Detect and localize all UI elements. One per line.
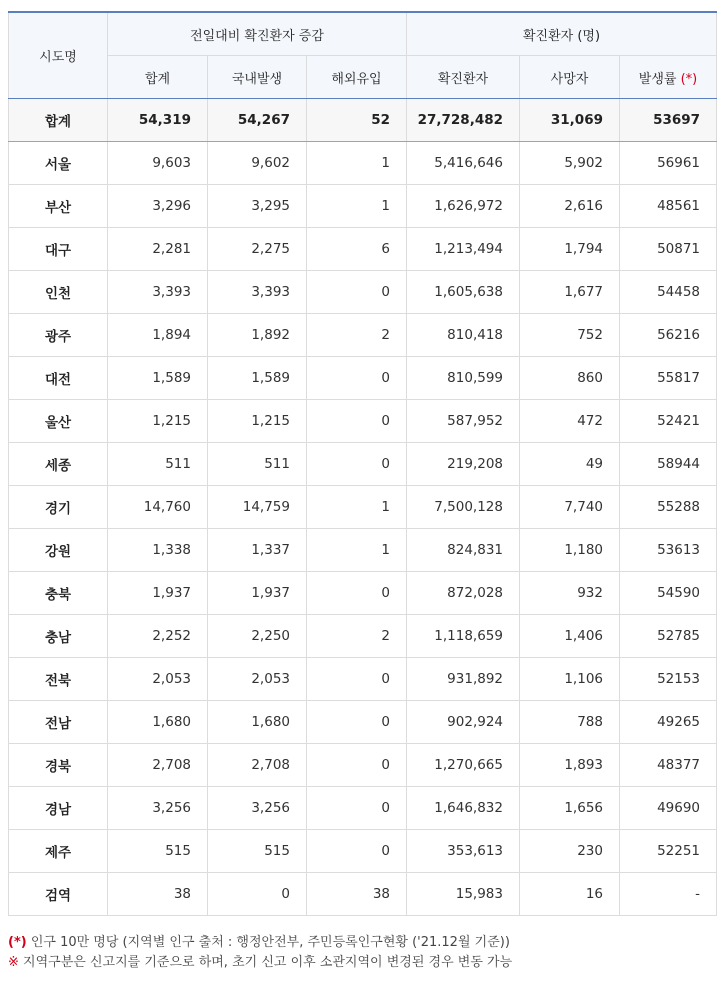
cell-region: 대전: [9, 357, 108, 400]
cell-total: 3,296: [108, 185, 208, 228]
cell-total: 3,256: [108, 787, 208, 830]
cell-incidence: 55288: [620, 486, 717, 529]
cell-region: 검역: [9, 873, 108, 916]
cell-confirmed: 27,728,482: [407, 99, 520, 142]
cell-overseas: 0: [307, 400, 407, 443]
header-region: 시도명: [9, 12, 108, 99]
cell-deaths: 1,656: [520, 787, 620, 830]
cell-incidence: 58944: [620, 443, 717, 486]
cell-deaths: 752: [520, 314, 620, 357]
cell-overseas: 6: [307, 228, 407, 271]
cell-total: 9,603: [108, 142, 208, 185]
cell-incidence: 48561: [620, 185, 717, 228]
regional-stats-table: [8, 11, 717, 916]
cell-domestic: 9,602: [208, 142, 307, 185]
cell-total: 1,680: [108, 701, 208, 744]
table-row: [9, 185, 717, 228]
header-incidence: [620, 56, 717, 99]
cell-confirmed: 810,418: [407, 314, 520, 357]
cell-overseas: 0: [307, 787, 407, 830]
cell-region: 합계: [9, 99, 108, 142]
cell-domestic: 54,267: [208, 99, 307, 142]
header-group-change: 전일대비 확진환자 증감: [108, 12, 407, 56]
cell-total: 2,053: [108, 658, 208, 701]
cell-region: 전북: [9, 658, 108, 701]
cell-total: 54,319: [108, 99, 208, 142]
cell-confirmed: 1,118,659: [407, 615, 520, 658]
table-row: [9, 873, 717, 916]
cell-incidence: 56216: [620, 314, 717, 357]
cell-deaths: 7,740: [520, 486, 620, 529]
cell-incidence: 50871: [620, 228, 717, 271]
cell-incidence: 49690: [620, 787, 717, 830]
header-deaths: 사망자: [520, 56, 620, 99]
cell-confirmed: 824,831: [407, 529, 520, 572]
cell-domestic: 1,215: [208, 400, 307, 443]
cell-confirmed: 5,416,646: [407, 142, 520, 185]
header-group-confirmed: 확진환자 (명): [407, 12, 717, 56]
cell-incidence: 52153: [620, 658, 717, 701]
cell-confirmed: 587,952: [407, 400, 520, 443]
footnotes: [8, 933, 512, 973]
table-row: [9, 787, 717, 830]
cell-region: 세종: [9, 443, 108, 486]
cell-confirmed: 1,646,832: [407, 787, 520, 830]
cell-confirmed: 1,213,494: [407, 228, 520, 271]
cell-deaths: 1,406: [520, 615, 620, 658]
header-incidence-label: 발생률: [638, 71, 677, 87]
cell-total: 38: [108, 873, 208, 916]
footnote-region-text: 지역구분은 신고지를 기준으로 하며, 초기 신고 이후 소관지역이 변경된 경우 변동 가능: [18, 955, 513, 970]
cell-region: 광주: [9, 314, 108, 357]
table-row: [9, 744, 717, 787]
cell-domestic: 3,393: [208, 271, 307, 314]
cell-total: 1,937: [108, 572, 208, 615]
cell-overseas: 0: [307, 701, 407, 744]
cell-confirmed: 1,605,638: [407, 271, 520, 314]
header-overseas: 해외유입: [307, 56, 407, 99]
cell-incidence: 49265: [620, 701, 717, 744]
cell-domestic: 511: [208, 443, 307, 486]
cell-domestic: 2,708: [208, 744, 307, 787]
cell-domestic: 2,053: [208, 658, 307, 701]
cell-deaths: 230: [520, 830, 620, 873]
cell-domestic: 1,680: [208, 701, 307, 744]
cell-domestic: 2,250: [208, 615, 307, 658]
cell-overseas: 0: [307, 658, 407, 701]
cell-total: 2,281: [108, 228, 208, 271]
cell-overseas: 0: [307, 357, 407, 400]
cell-total: 14,760: [108, 486, 208, 529]
table-row: [9, 572, 717, 615]
table-row-total: [9, 99, 717, 142]
reference-mark: ※: [8, 955, 19, 970]
cell-overseas: 0: [307, 271, 407, 314]
cell-incidence: 56961: [620, 142, 717, 185]
cell-total: 1,338: [108, 529, 208, 572]
cell-overseas: 1: [307, 142, 407, 185]
cell-confirmed: 1,626,972: [407, 185, 520, 228]
table-row: [9, 701, 717, 744]
cell-incidence: 55817: [620, 357, 717, 400]
cell-total: 3,393: [108, 271, 208, 314]
cell-total: 2,252: [108, 615, 208, 658]
cell-incidence: 53613: [620, 529, 717, 572]
table-row: [9, 314, 717, 357]
cell-domestic: 515: [208, 830, 307, 873]
cell-overseas: 0: [307, 744, 407, 787]
cell-incidence: 53697: [620, 99, 717, 142]
cell-domestic: 3,295: [208, 185, 307, 228]
cell-overseas: 52: [307, 99, 407, 142]
cell-incidence: 54458: [620, 271, 717, 314]
cell-region: 서울: [9, 142, 108, 185]
cell-overseas: 0: [307, 572, 407, 615]
cell-region: 경북: [9, 744, 108, 787]
cell-confirmed: 219,208: [407, 443, 520, 486]
table-row: [9, 830, 717, 873]
table-row: [9, 400, 717, 443]
cell-confirmed: 7,500,128: [407, 486, 520, 529]
cell-region: 전남: [9, 701, 108, 744]
cell-overseas: 0: [307, 443, 407, 486]
cell-deaths: 5,902: [520, 142, 620, 185]
cell-domestic: 1,892: [208, 314, 307, 357]
footnote-mark: (*): [8, 935, 27, 950]
table-row: [9, 615, 717, 658]
footnote-region: [8, 953, 512, 973]
table-row: [9, 228, 717, 271]
cell-incidence: 52785: [620, 615, 717, 658]
cell-incidence: 48377: [620, 744, 717, 787]
cell-domestic: 14,759: [208, 486, 307, 529]
cell-confirmed: 872,028: [407, 572, 520, 615]
cell-deaths: 1,677: [520, 271, 620, 314]
cell-total: 511: [108, 443, 208, 486]
cell-total: 2,708: [108, 744, 208, 787]
cell-total: 1,589: [108, 357, 208, 400]
table-row: [9, 271, 717, 314]
cell-overseas: 0: [307, 830, 407, 873]
cell-overseas: 38: [307, 873, 407, 916]
cell-overseas: 2: [307, 314, 407, 357]
table-row: [9, 486, 717, 529]
cell-total: 515: [108, 830, 208, 873]
cell-deaths: 1,893: [520, 744, 620, 787]
cell-deaths: 788: [520, 701, 620, 744]
footnote-incidence: [8, 933, 512, 953]
cell-deaths: 1,106: [520, 658, 620, 701]
cell-region: 부산: [9, 185, 108, 228]
cell-region: 대구: [9, 228, 108, 271]
incidence-footnote-mark: (*): [680, 71, 698, 87]
cell-region: 경기: [9, 486, 108, 529]
cell-confirmed: 931,892: [407, 658, 520, 701]
table-body: [9, 99, 717, 916]
cell-overseas: 1: [307, 185, 407, 228]
cell-deaths: 1,180: [520, 529, 620, 572]
cell-overseas: 1: [307, 486, 407, 529]
cell-domestic: 1,937: [208, 572, 307, 615]
cell-region: 울산: [9, 400, 108, 443]
cell-deaths: 16: [520, 873, 620, 916]
cell-deaths: 472: [520, 400, 620, 443]
cell-domestic: 2,275: [208, 228, 307, 271]
header-confirmed: 확진환자: [407, 56, 520, 99]
cell-total: 1,215: [108, 400, 208, 443]
table-row: [9, 443, 717, 486]
cell-incidence: 52251: [620, 830, 717, 873]
cell-confirmed: 353,613: [407, 830, 520, 873]
cell-deaths: 31,069: [520, 99, 620, 142]
table-row: [9, 357, 717, 400]
cell-region: 충남: [9, 615, 108, 658]
cell-incidence: 54590: [620, 572, 717, 615]
footnote-incidence-text: 인구 10만 명당 (지역별 인구 출처 : 행정안전부, 주민등록인구현황 ('21.12월 기준)): [26, 935, 510, 950]
cell-deaths: 49: [520, 443, 620, 486]
table-row: [9, 142, 717, 185]
cell-domestic: 1,589: [208, 357, 307, 400]
cell-confirmed: 902,924: [407, 701, 520, 744]
cell-confirmed: 1,270,665: [407, 744, 520, 787]
cell-region: 제주: [9, 830, 108, 873]
cell-domestic: 1,337: [208, 529, 307, 572]
cell-deaths: 2,616: [520, 185, 620, 228]
header-domestic: 국내발생: [208, 56, 307, 99]
cell-deaths: 932: [520, 572, 620, 615]
cell-region: 강원: [9, 529, 108, 572]
cell-confirmed: 810,599: [407, 357, 520, 400]
cell-domestic: 0: [208, 873, 307, 916]
cell-region: 인천: [9, 271, 108, 314]
cell-deaths: 1,794: [520, 228, 620, 271]
cell-incidence: -: [620, 873, 717, 916]
cell-region: 경남: [9, 787, 108, 830]
cell-confirmed: 15,983: [407, 873, 520, 916]
header-total: 합계: [108, 56, 208, 99]
table-header: [9, 12, 717, 99]
table-row: [9, 658, 717, 701]
cell-overseas: 2: [307, 615, 407, 658]
cell-domestic: 3,256: [208, 787, 307, 830]
cell-overseas: 1: [307, 529, 407, 572]
cell-total: 1,894: [108, 314, 208, 357]
table-row: [9, 529, 717, 572]
cell-incidence: 52421: [620, 400, 717, 443]
cell-region: 충북: [9, 572, 108, 615]
cell-deaths: 860: [520, 357, 620, 400]
